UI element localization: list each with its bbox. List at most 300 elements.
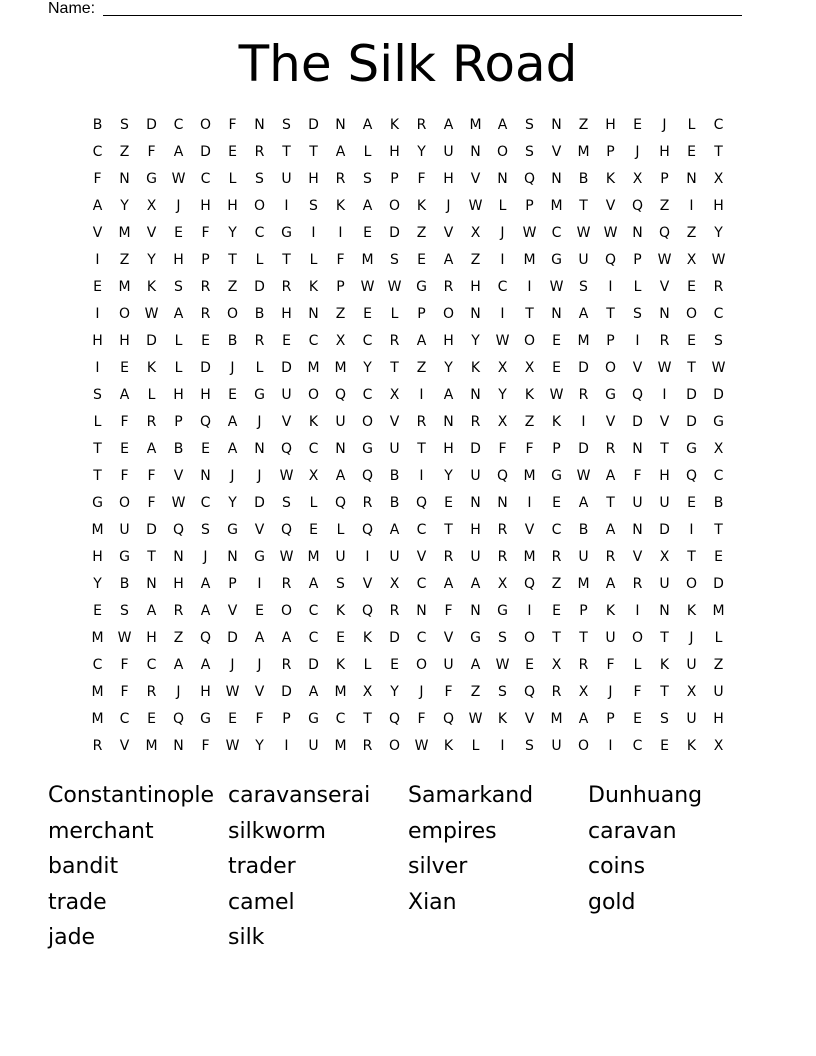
grid-letter: A [254,630,265,646]
grid-letter: Z [416,360,427,376]
grid-letter: G [254,387,265,403]
grid-letter: G [686,441,697,457]
grid-letter: R [551,549,562,565]
grid-letter: Q [631,387,644,403]
grid-letter: X [389,576,400,592]
grid-letter: S [498,684,507,700]
grid-letter: H [443,171,454,187]
grid-letter: A [497,117,508,133]
grid-letter: R [362,738,373,754]
grid-letter: O [577,738,590,754]
grid-letter: R [389,333,400,349]
grid-letter: U [281,387,292,403]
grid-letter: T [579,198,588,214]
grid-letter: C [497,279,508,295]
grid-letter: E [714,549,723,565]
grid-letter: D [308,117,319,133]
grid-letter: I [284,738,289,754]
grid-letter: L [228,171,237,187]
grid-letter: M [145,738,158,754]
grid-letter: A [578,306,589,322]
grid-letter: O [280,603,293,619]
grid-letter: H [146,630,157,646]
grid-letter: S [579,279,588,295]
grid-letter: W [387,279,402,295]
grid-letter: T [93,441,102,457]
grid-letter: I [608,279,613,295]
grid-letter: E [417,252,426,268]
grid-letter: A [200,603,211,619]
grid-letter: R [281,657,292,673]
grid-letter: H [713,711,724,727]
grid-letter: F [201,225,210,241]
grid-letter: V [92,225,103,241]
grid-letter: T [660,684,669,700]
grid-letter: H [659,144,670,160]
grid-letter: Q [361,468,374,484]
grid-row [84,166,732,193]
grid-letter: T [525,306,534,322]
grid-letter: D [713,387,724,403]
grid-letter: P [417,306,426,322]
grid-letter: D [389,630,400,646]
grid-letter: C [551,522,562,538]
grid-letter: W [171,495,186,511]
grid-letter: H [119,333,130,349]
grid-letter: R [551,684,562,700]
grid-letter: K [146,360,157,376]
grid-letter: L [471,738,480,754]
grid-letter: Y [228,495,237,511]
grid-letter: R [497,522,508,538]
grid-letter: M [91,684,104,700]
grid-letter: X [524,360,535,376]
grid-letter: R [173,603,184,619]
grid-letter: M [577,144,590,160]
word-bank-item: Dunhuang [588,783,703,808]
grid-letter: C [713,468,724,484]
grid-letter: V [227,603,238,619]
grid-letter: X [713,738,724,754]
grid-letter: T [93,468,102,484]
grid-letter: Y [228,225,237,241]
grid-row [84,517,732,544]
grid-letter: F [417,711,426,727]
grid-letter: H [173,387,184,403]
grid-letter: W [360,279,375,295]
grid-letter: Z [119,144,130,160]
grid-letter: W [414,738,429,754]
grid-letter: A [605,576,616,592]
grid-letter: K [497,711,508,727]
grid-row [84,382,732,409]
grid-letter: A [92,198,103,214]
grid-row [84,193,732,220]
grid-letter: V [362,576,373,592]
grid-letter: P [660,171,669,187]
grid-letter: H [443,441,454,457]
grid-letter: M [91,711,104,727]
grid-letter: G [713,414,724,430]
grid-letter: L [633,279,642,295]
grid-letter: N [254,441,265,457]
grid-letter: R [470,414,481,430]
grid-letter: A [362,198,373,214]
grid-letter: U [632,495,643,511]
grid-letter: S [120,117,129,133]
grid-letter: R [416,414,427,430]
grid-letter: U [551,738,562,754]
grid-letter: A [146,441,157,457]
grid-letter: V [416,549,427,565]
grid-letter: I [284,198,289,214]
grid-letter: V [119,738,130,754]
grid-letter: W [468,711,483,727]
grid-letter: R [281,279,292,295]
grid-letter: D [578,441,589,457]
grid-letter: D [254,495,265,511]
grid-letter: W [549,279,564,295]
grid-letter: M [523,252,536,268]
grid-letter: N [227,549,238,565]
grid-letter: F [633,684,642,700]
grid-letter: K [659,657,670,673]
grid-letter: A [308,576,319,592]
word-bank-item: camel [228,889,295,915]
grid-letter: A [173,306,184,322]
grid-letter: W [549,387,564,403]
grid-letter: U [605,630,616,646]
grid-letter: R [389,603,400,619]
grid-letter: O [226,306,239,322]
grid-letter: S [336,576,345,592]
grid-letter: N [173,738,184,754]
grid-letter: P [228,576,237,592]
grid-letter: M [361,252,374,268]
grid-row [84,733,732,760]
grid-letter: N [659,603,670,619]
grid-letter: C [92,144,103,160]
grid-row [84,598,732,625]
grid-letter: L [390,306,399,322]
grid-letter: X [659,549,670,565]
word-bank-item: trade [48,889,107,915]
grid-letter: E [228,144,237,160]
grid-letter: N [686,171,697,187]
word-bank-item: empires [408,818,497,844]
grid-letter: N [200,468,211,484]
grid-letter: S [255,171,264,187]
grid-letter: Q [415,495,428,511]
grid-letter: K [308,279,319,295]
grid-letter: A [362,117,373,133]
grid-letter: T [687,360,696,376]
grid-letter: E [633,711,642,727]
grid-row [84,220,732,247]
grid-letter: B [713,495,724,511]
grid-letter: I [95,306,100,322]
grid-letter: V [605,198,616,214]
grid-letter: S [309,198,318,214]
grid-letter: X [686,684,697,700]
grid-letter: P [606,711,615,727]
grid-letter: O [604,360,617,376]
grid-letter: N [497,495,508,511]
grid-letter: W [144,306,159,322]
grid-letter: F [417,171,426,187]
grid-letter: I [365,549,370,565]
grid-row [84,436,732,463]
grid-letter: X [497,576,508,592]
grid-letter: U [281,171,292,187]
word-search-grid [84,112,732,760]
grid-letter: K [470,360,481,376]
grid-letter: J [230,657,235,673]
grid-letter: T [552,630,561,646]
grid-letter: E [687,495,696,511]
grid-letter: H [308,171,319,187]
grid-letter: I [527,495,532,511]
grid-letter: K [524,387,535,403]
grid-letter: E [633,117,642,133]
grid-letter: U [713,684,724,700]
grid-letter: L [93,414,102,430]
grid-letter: H [470,522,481,538]
grid-letter: F [120,414,129,430]
grid-letter: P [552,441,561,457]
grid-letter: L [687,117,696,133]
grid-letter: O [361,414,374,430]
grid-letter: P [174,414,183,430]
grid-letter: D [578,360,589,376]
grid-letter: I [689,522,694,538]
grid-letter: A [200,657,211,673]
grid-letter: K [146,279,157,295]
grid-letter: D [146,117,157,133]
grid-letter: L [363,657,372,673]
grid-row [84,652,732,679]
grid-letter: K [335,603,346,619]
grid-letter: E [525,657,534,673]
grid-letter: R [200,306,211,322]
grid-letter: E [120,441,129,457]
grid-letter: B [119,576,130,592]
grid-letter: M [91,630,104,646]
grid-letter: N [335,117,346,133]
grid-letter: C [92,657,103,673]
grid-letter: E [228,711,237,727]
grid-letter: G [146,171,157,187]
grid-letter: Q [172,711,185,727]
grid-letter: R [362,495,373,511]
grid-letter: G [227,522,238,538]
grid-letter: D [227,630,238,646]
grid-letter: F [147,468,156,484]
grid-letter: A [443,252,454,268]
grid-letter: V [659,414,670,430]
grid-letter: Z [686,225,697,241]
grid-letter: F [93,171,102,187]
grid-letter: L [309,252,318,268]
grid-letter: I [689,198,694,214]
grid-letter: H [659,468,670,484]
grid-letter: C [416,522,427,538]
grid-letter: Z [227,279,238,295]
grid-letter: N [470,144,481,160]
grid-letter: M [118,225,131,241]
grid-letter: W [225,684,240,700]
grid-letter: R [146,684,157,700]
grid-letter: S [282,117,291,133]
grid-letter: D [713,576,724,592]
name-field [48,0,742,18]
grid-letter: V [524,522,535,538]
grid-letter: C [119,711,130,727]
grid-letter: A [416,333,427,349]
grid-letter: J [176,684,181,700]
grid-letter: B [578,522,589,538]
word-bank-item: bandit [48,854,119,879]
grid-row [84,706,732,733]
grid-letter: F [120,684,129,700]
grid-letter: K [605,603,616,619]
grid-letter: H [470,279,481,295]
grid-letter: A [605,468,616,484]
grid-letter: Y [120,198,129,214]
grid-letter: L [147,387,156,403]
grid-letter: N [416,603,427,619]
grid-letter: E [282,333,291,349]
grid-letter: C [308,333,319,349]
grid-letter: D [200,144,211,160]
grid-row [84,328,732,355]
word-bank-item: Samarkand [408,783,534,808]
grid-letter: X [146,198,157,214]
grid-letter: S [282,495,291,511]
grid-letter: O [253,198,266,214]
grid-letter: W [711,252,726,268]
grid-letter: D [200,360,211,376]
grid-letter: L [174,360,183,376]
grid-letter: Q [658,225,671,241]
grid-letter: S [525,738,534,754]
grid-letter: N [551,117,562,133]
grid-letter: Z [119,252,130,268]
grid-letter: F [120,657,129,673]
grid-letter: A [173,144,184,160]
grid-letter: J [608,684,613,700]
grid-letter: X [335,333,346,349]
grid-letter: P [606,333,615,349]
grid-letter: G [362,441,373,457]
grid-letter: P [633,252,642,268]
grid-letter: K [335,198,346,214]
grid-letter: F [255,711,264,727]
grid-letter: Q [334,387,347,403]
grid-letter: D [632,414,643,430]
grid-letter: V [254,522,265,538]
grid-letter: C [416,630,427,646]
grid-letter: A [605,522,616,538]
grid-letter: J [176,198,181,214]
grid-letter: V [605,414,616,430]
grid-letter: U [389,441,400,457]
grid-letter: E [552,360,561,376]
grid-letter: U [443,144,454,160]
grid-letter: G [92,495,103,511]
grid-letter: X [389,387,400,403]
grid-letter: F [147,144,156,160]
grid-letter: D [254,279,265,295]
grid-letter: E [201,333,210,349]
grid-letter: X [497,360,508,376]
grid-letter: T [579,630,588,646]
grid-letter: W [711,360,726,376]
grid-letter: A [578,495,589,511]
grid-letter: A [470,576,481,592]
grid-letter: K [308,414,319,430]
grid-letter: S [498,630,507,646]
grid-letter: J [446,198,451,214]
grid-letter: V [281,414,292,430]
grid-letter: T [282,252,291,268]
grid-letter: L [255,252,264,268]
grid-letter: I [500,306,505,322]
grid-letter: C [362,333,373,349]
grid-letter: R [281,576,292,592]
grid-letter: D [281,360,292,376]
grid-letter: Q [172,522,185,538]
grid-letter: K [605,171,616,187]
grid-letter: Y [471,333,480,349]
grid-letter: W [576,225,591,241]
grid-letter: X [713,441,724,457]
word-bank-item: Xian [408,889,457,915]
grid-letter: G [551,252,562,268]
grid-letter: N [470,495,481,511]
grid-letter: W [225,738,240,754]
grid-letter: U [308,738,319,754]
grid-letter: U [659,576,670,592]
grid-letter: I [500,252,505,268]
grid-letter: E [687,279,696,295]
grid-letter: K [686,738,697,754]
grid-letter: E [201,441,210,457]
grid-letter: J [230,468,235,484]
grid-letter: T [363,711,372,727]
grid-letter: E [93,603,102,619]
word-bank-item: gold [588,889,636,915]
grid-letter: A [443,576,454,592]
grid-letter: M [469,117,482,133]
grid-letter: R [443,279,454,295]
grid-letter: C [632,738,643,754]
grid-letter: C [362,387,373,403]
grid-row [84,679,732,706]
grid-letter: U [470,549,481,565]
grid-letter: I [338,225,343,241]
grid-letter: F [444,603,453,619]
grid-letter: J [419,684,424,700]
grid-letter: R [443,549,454,565]
grid-letter: T [606,495,615,511]
grid-letter: Q [604,252,617,268]
grid-letter: X [551,657,562,673]
grid-letter: E [363,306,372,322]
grid-letter: F [147,495,156,511]
grid-letter: G [119,549,130,565]
grid-letter: N [551,171,562,187]
